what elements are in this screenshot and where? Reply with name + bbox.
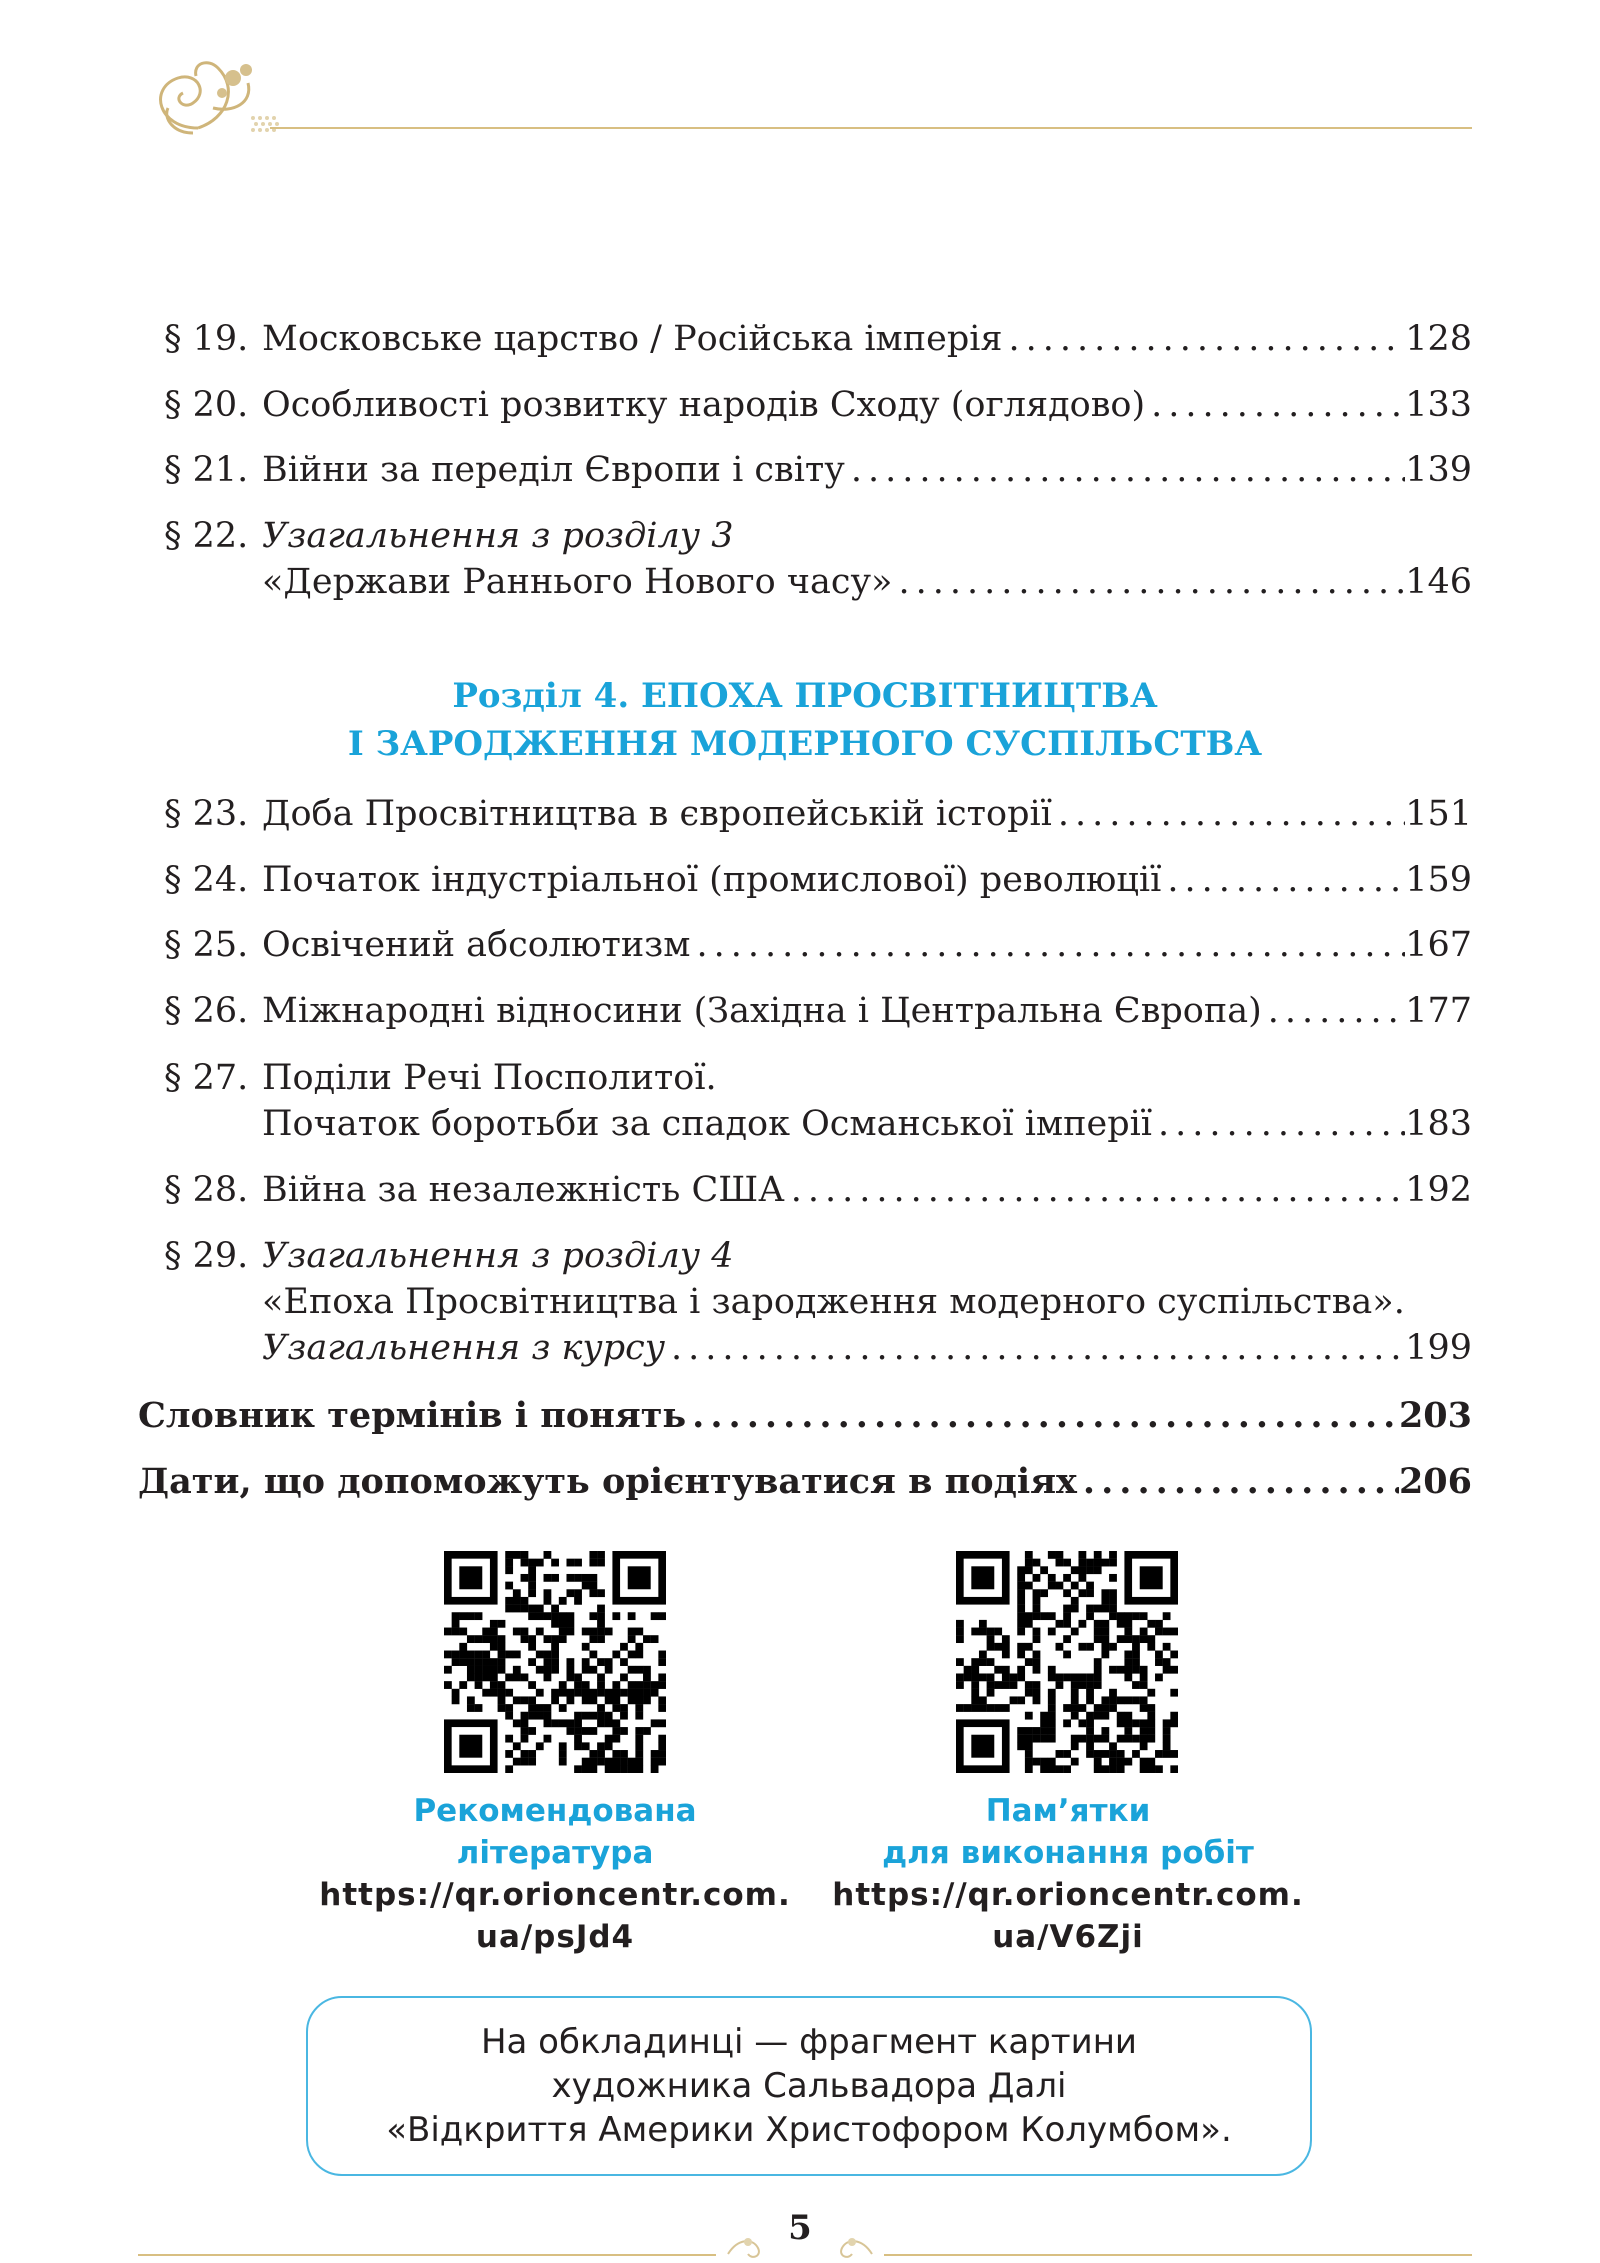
qr-title-line2: для виконання робіт (882, 1835, 1254, 1871)
toc-entry-number: § 19. (164, 319, 249, 359)
leader-dots (1077, 1459, 1399, 1505)
section-4-heading (138, 672, 1472, 768)
section-4-title-line2: І ЗАРОДЖЕННЯ МОДЕРНОГО СУСПІЛЬСТВА (347, 724, 1263, 764)
leader-dots (686, 1393, 1399, 1439)
qr-caption-memos (808, 1790, 1328, 1958)
cover-note-line2: художника Сальвадора Далі (551, 2066, 1067, 2106)
leader-dots (845, 447, 1405, 493)
leader-dots (1145, 382, 1405, 428)
toc-entry-page: 159 (1405, 860, 1472, 900)
toc-glossary-page: 203 (1398, 1395, 1472, 1436)
leader-dots (1052, 791, 1405, 837)
toc-entry-title: Узагальнення з курсу (262, 1328, 666, 1368)
toc-entry-title: Узагальнення з розділу 4 (262, 1236, 734, 1276)
qr-title-line1: Рекомендована (413, 1793, 697, 1829)
cover-note-box (306, 1996, 1312, 2176)
leader-dots (690, 922, 1405, 968)
qr-url-line2[interactable]: ua/psJd4 (475, 1919, 635, 1955)
cover-note-line3: «Відкриття Америки Христофором Колумбом». (386, 2110, 1232, 2150)
toc-entry-page: 192 (1405, 1170, 1472, 1210)
toc-entry-title: Початок індустріальної (промислової) революції (262, 860, 1162, 900)
page-number: 5 (788, 2208, 812, 2248)
toc-entry-title: Міжнародні відносини (Західна і Центральна Європа) (262, 991, 1262, 1031)
leader-dots (892, 559, 1405, 605)
toc-entry-number: § 24. (164, 860, 249, 900)
toc-entry-page: 128 (1405, 319, 1472, 359)
leader-dots (665, 1325, 1405, 1371)
qr-code-memos-icon[interactable] (956, 1551, 1178, 1773)
toc-entry-title: «Епоха Просвітництва і зародження модерного суспільства». (262, 1282, 1405, 1322)
toc-entry-number: § 29. (164, 1236, 249, 1276)
toc-entry-number: § 27. (164, 1058, 249, 1098)
floral-ornament-icon (138, 48, 288, 148)
toc-entry-number: § 22. (164, 516, 249, 556)
qr-title-line2: література (456, 1835, 654, 1871)
toc-entry-page: 139 (1405, 450, 1472, 490)
toc-entry-title: Війна за незалежність США (262, 1170, 785, 1210)
top-rule (270, 127, 1472, 129)
toc-dates-page: 206 (1398, 1461, 1472, 1502)
toc-dates-text: Дати, що допоможуть орієнтуватися в подіях (138, 1461, 1077, 1502)
bottom-rule-right (884, 2254, 1472, 2256)
toc-entry-title: Освічений абсолютизм (262, 925, 691, 965)
toc-entry-title: «Держави Раннього Нового часу» (262, 562, 893, 602)
qr-url-line1[interactable]: https://qr.orioncentr.com. (832, 1877, 1304, 1913)
leader-dots (1003, 316, 1406, 362)
leader-dots (1262, 988, 1405, 1034)
bottom-rule-left (138, 2254, 716, 2256)
cover-note-line1: На обкладинці — фрагмент картини (480, 2022, 1138, 2062)
toc-entry-page: 177 (1405, 991, 1472, 1031)
toc-entry-number: § 21. (164, 450, 249, 490)
toc-entry-page: 133 (1405, 385, 1472, 425)
qr-caption-literature (295, 1790, 815, 1958)
qr-title-line1: Пам’ятки (985, 1793, 1151, 1829)
toc-glossary-text: Словник термінів і понять (138, 1395, 687, 1436)
toc-entry-title: Узагальнення з розділу 3 (262, 516, 734, 556)
toc-entry-page: 151 (1405, 794, 1472, 834)
toc-entry-title: Війни за переділ Європи і світу (262, 450, 845, 490)
qr-url-line1[interactable]: https://qr.orioncentr.com. (319, 1877, 791, 1913)
toc-entry-title: Початок боротьби за спадок Османської імперії (262, 1104, 1152, 1144)
leader-dots (1152, 1101, 1405, 1147)
toc-entry-page: 146 (1405, 562, 1472, 602)
toc-entry-page: 199 (1405, 1328, 1472, 1368)
toc-entry-title: Поділи Речі Посполитої. (262, 1058, 717, 1098)
toc-entry-number: § 28. (164, 1170, 249, 1210)
qr-code-literature-icon[interactable] (444, 1551, 666, 1773)
toc-entry-number: § 23. (164, 794, 249, 834)
toc-entry-number: § 20. (164, 385, 249, 425)
section-4-title-line1: Розділ 4. ЕПОХА ПРОСВІТНИЦТВА (452, 676, 1158, 716)
qr-url-line2[interactable]: ua/V6Zji (992, 1919, 1144, 1955)
toc-entry-title: Московське царство / Російська імперія (262, 319, 1003, 359)
leader-dots (1161, 857, 1405, 903)
toc-entry-number: § 25. (164, 925, 249, 965)
leader-dots (785, 1167, 1406, 1213)
toc-entry-title: Доба Просвітництва в європейській історії (262, 794, 1052, 834)
toc-entry-number: § 26. (164, 991, 249, 1031)
toc-entry-page: 167 (1405, 925, 1472, 965)
toc-entry-page: 183 (1405, 1104, 1472, 1144)
toc-entry-title: Особливості розвитку народів Сходу (оглядово) (262, 385, 1146, 425)
